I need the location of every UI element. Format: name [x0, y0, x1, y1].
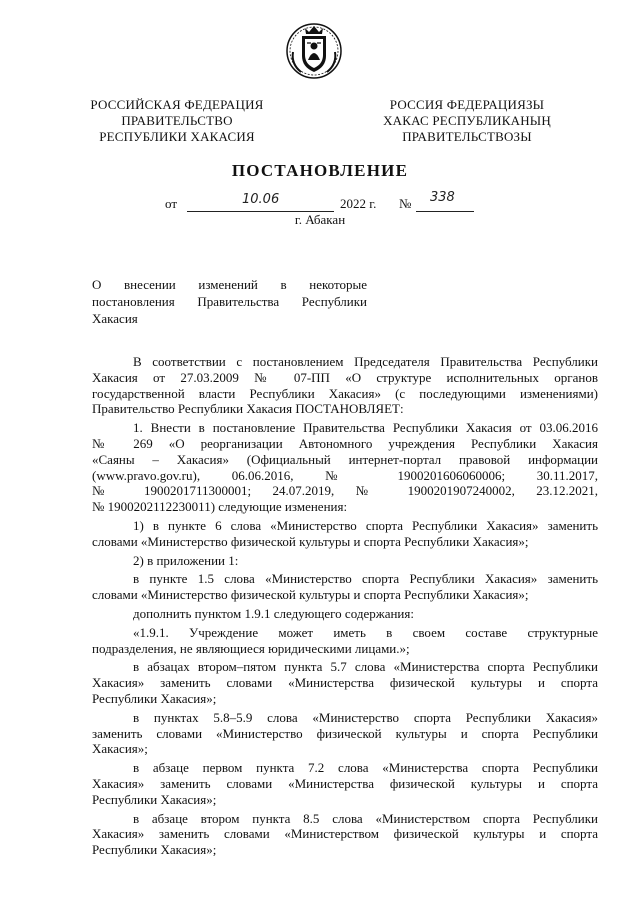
text-line: государственной власти Республики Хакасия» (с последующими изменениями)	[92, 385, 598, 401]
header-right-block	[372, 97, 562, 145]
paragraph-item-5-8	[92, 710, 598, 757]
text-line: Хакасия» заменить словами «Министерства физической культуры и спорта	[92, 675, 598, 691]
text-line: Республики Хакасия»;	[92, 791, 217, 807]
date-number-line	[160, 190, 500, 214]
year-label: 2022 г.	[340, 196, 377, 211]
text-line: в пунктах 5.8–5.9 слова «Министерство спорта Республики Хакасия»	[133, 709, 598, 725]
subject-line: О внесении изменений в некоторые	[92, 277, 367, 292]
text-line: Хакасия»;	[92, 741, 148, 757]
header-left-line: РЕСПУБЛИКИ ХАКАСИЯ	[99, 129, 255, 144]
text-line: № 1900202112230011) следующие изменения:	[92, 499, 348, 515]
text-line: 2) в приложении 1:	[133, 552, 239, 568]
subject-line: постановления Правительства Республики	[92, 294, 367, 309]
text-line: «Саяны – Хакасия» (Официальный интернет-портал правовой информации	[92, 451, 598, 467]
header-right-line: ПРАВИТЕЛЬСТВОЗЫ	[402, 129, 532, 144]
header-right-line: ХАКАС РЕСПУБЛИКАНЫҢ	[383, 113, 551, 128]
text-line: дополнить пунктом 1.9.1 следующего содержания:	[133, 605, 414, 621]
text-line: в пункте 1.5 слова «Министерство спорта Республики Хакасия» заменить	[133, 571, 598, 587]
document-title: ПОСТАНОВЛЕНИЕ	[231, 161, 409, 180]
text-line: в абзаце первом пункта 7.2 слова «Министерства спорта Республики	[133, 760, 598, 776]
text-line: заменить словами «Министерство физической культуры и спорта Республики	[92, 725, 598, 741]
date-prefix: от	[165, 196, 178, 211]
city-label: г. Абакан	[294, 212, 346, 227]
text-line: Республики Хакасия»;	[92, 842, 217, 858]
coat-of-arms-emblem	[285, 22, 343, 80]
text-line: 1. Внести в постановление Правительства Республики Хакасия от 03.06.2016	[133, 420, 598, 436]
header-left-line: ПРАВИТЕЛЬСТВО	[121, 113, 233, 128]
paragraph-subitem-2	[92, 553, 598, 569]
text-line: словами «Министерство физической культуры и спорта Республики Хакасия»;	[92, 587, 529, 603]
text-line: словами «Министерство физической культуры и спорта Республики Хакасия»;	[92, 533, 529, 549]
paragraph-item-5-7	[92, 659, 598, 706]
text-line: подразделения, не являющиеся юридическими лицами.»;	[92, 640, 410, 656]
paragraph-item-8-5	[92, 811, 598, 858]
paragraph-preamble	[92, 354, 598, 417]
subject-line: Хакасия	[92, 311, 138, 326]
text-line: № 269 «О реорганизации Автономного учреждения Республики Хакасия	[92, 435, 598, 451]
number-sign: №	[399, 196, 412, 211]
paragraph-quote-1-9-1	[92, 625, 598, 657]
text-line: Правительство Республики Хакасия ПОСТАНОВЛЯЕТ:	[92, 401, 404, 417]
paragraph-add-1-9-1	[92, 606, 598, 622]
document-body	[92, 354, 598, 858]
header-right-line: РОССИЯ ФЕДЕРАЦИЯЗЫ	[389, 97, 545, 112]
text-line: 1) в пункте 6 слова «Министерство спорта Республики Хакасия» заменить	[133, 517, 598, 533]
text-line: Хакасия» заменить словами «Министерством физической культуры и спорта	[92, 826, 598, 842]
paragraph-subitem-1	[92, 518, 598, 550]
header-left-line: РОССИЙСКАЯ ФЕДЕРАЦИЯ	[90, 97, 264, 112]
text-line: Хакасия» заменить словами «Министерства физической культуры и спорта	[92, 775, 598, 791]
text-line: № 1900201711300001; 24.07.2019, № 1900201907240002, 23.12.2021,	[92, 483, 598, 499]
text-line: в абзаце втором пункта 8.5 слова «Министерством спорта Республики	[133, 810, 598, 826]
date-handwritten: 10.06	[242, 192, 280, 207]
paragraph-item-1-5	[92, 571, 598, 603]
text-line: «1.9.1. Учреждение может иметь в своем составе структурные	[133, 624, 598, 640]
text-line: (www.pravo.gov.ru), 06.06.2016, № 1900201606060006; 30.11.2017,	[92, 467, 598, 483]
text-line: в абзацах втором–пятом пункта 5.7 слова «Министерства спорта Республики	[133, 659, 598, 675]
text-line: В соответствии с постановлением Председателя Правительства Республики	[133, 354, 598, 369]
paragraph-item-1	[92, 420, 598, 515]
text-line: Хакасия от 27.03.2009 № 07-ПП «О структуре исполнительных органов	[92, 369, 598, 385]
paragraph-item-7-2	[92, 760, 598, 807]
header-left-block	[82, 97, 272, 145]
text-line: Республики Хакасия»;	[92, 690, 217, 706]
subject-block	[92, 276, 367, 327]
number-handwritten: 338	[430, 190, 455, 205]
